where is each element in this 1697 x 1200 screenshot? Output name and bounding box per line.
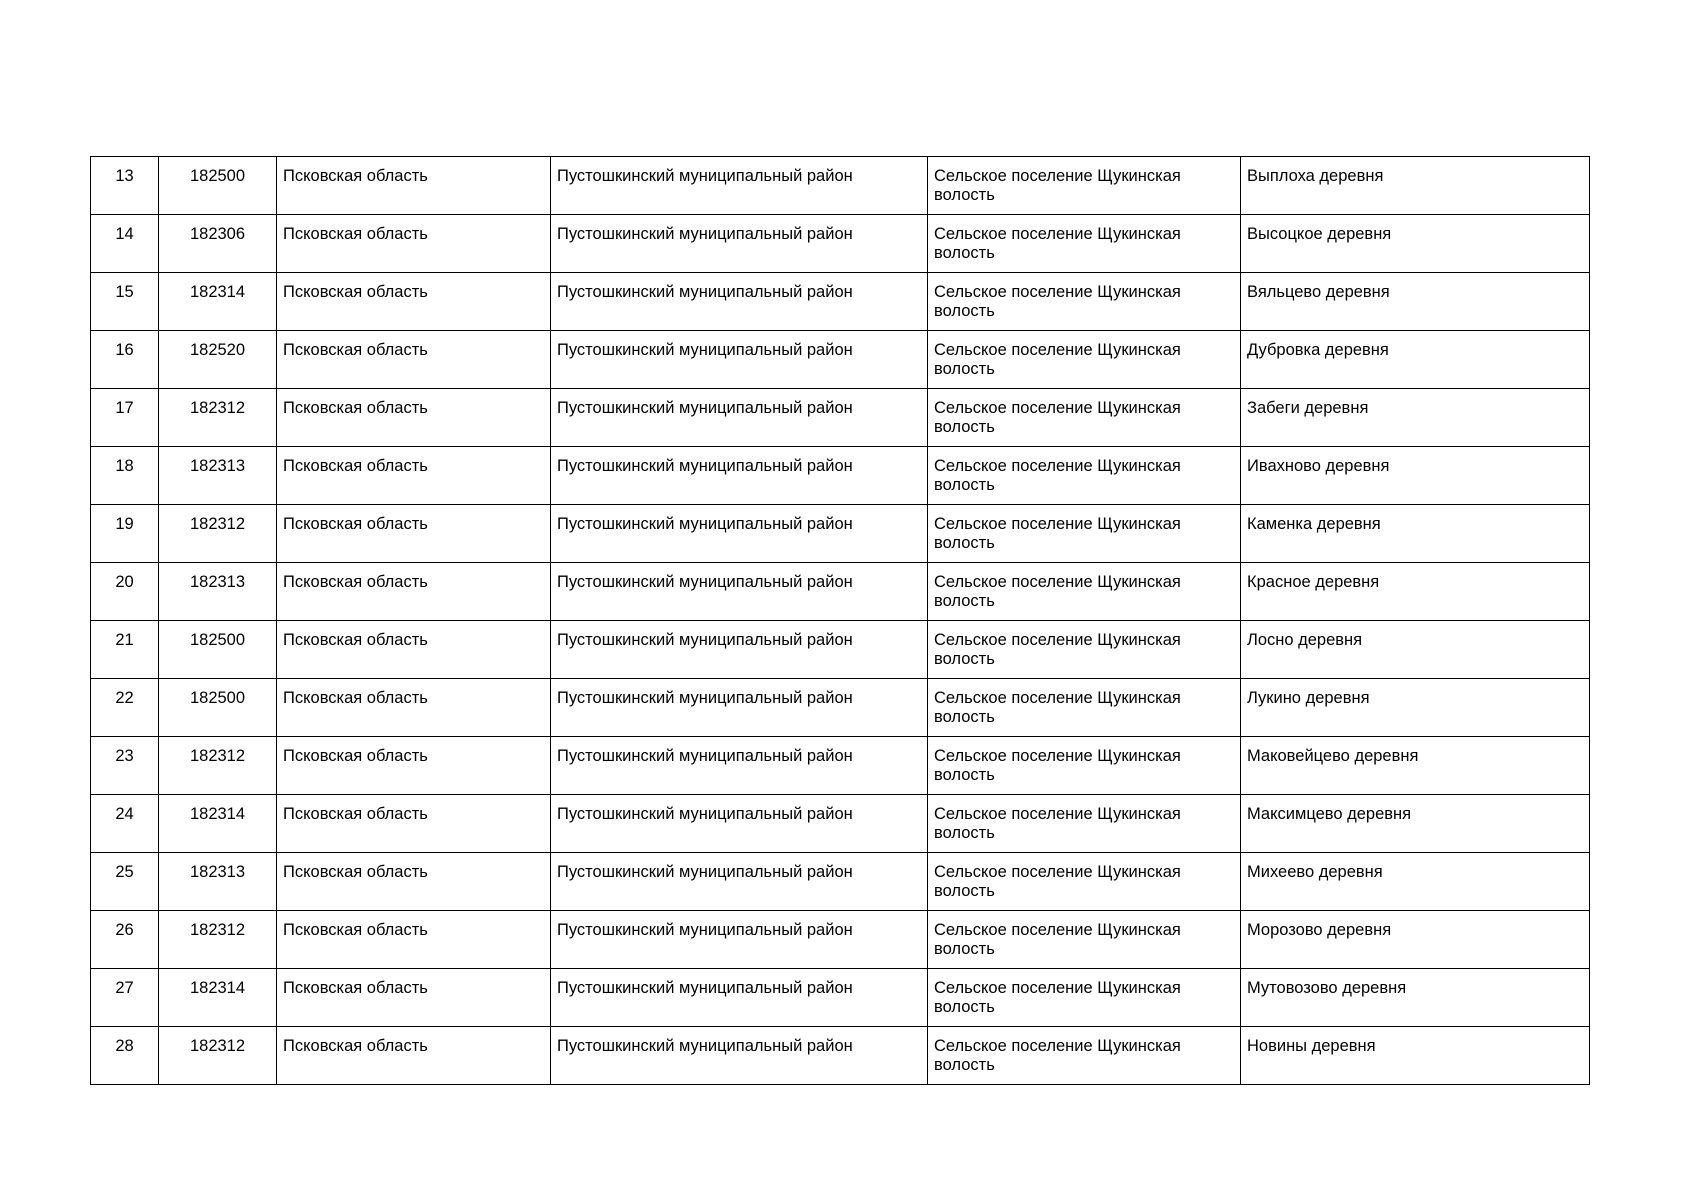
district-cell: Пустошкинский муниципальный район <box>551 215 928 273</box>
table-row <box>91 1027 1590 1085</box>
table-row <box>91 911 1590 969</box>
locality-cell: Максимцево деревня <box>1241 795 1590 853</box>
table-row <box>91 273 1590 331</box>
locality-cell: Мутовозово деревня <box>1241 969 1590 1027</box>
table-row <box>91 331 1590 389</box>
postal-index: 182314 <box>159 273 277 331</box>
district-cell: Пустошкинский муниципальный район <box>551 621 928 679</box>
district-cell: Пустошкинский муниципальный район <box>551 563 928 621</box>
region-cell: Псковская область <box>277 447 551 505</box>
row-number: 15 <box>91 273 159 331</box>
locality-cell: Выплоха деревня <box>1241 157 1590 215</box>
settlement-cell: Сельское поселение Щукинская волость <box>928 679 1241 737</box>
postal-index: 182500 <box>159 679 277 737</box>
region-cell: Псковская область <box>277 505 551 563</box>
locality-cell: Вяльцево деревня <box>1241 273 1590 331</box>
locality-cell: Высоцкое деревня <box>1241 215 1590 273</box>
district-cell: Пустошкинский муниципальный район <box>551 505 928 563</box>
table-row <box>91 563 1590 621</box>
row-number: 27 <box>91 969 159 1027</box>
row-number: 25 <box>91 853 159 911</box>
region-cell: Псковская область <box>277 969 551 1027</box>
settlement-cell: Сельское поселение Щукинская волость <box>928 1027 1241 1085</box>
settlement-cell: Сельское поселение Щукинская волость <box>928 853 1241 911</box>
locality-cell: Дубровка деревня <box>1241 331 1590 389</box>
district-cell: Пустошкинский муниципальный район <box>551 911 928 969</box>
postal-index: 182500 <box>159 621 277 679</box>
row-number: 16 <box>91 331 159 389</box>
locality-cell: Лукино деревня <box>1241 679 1590 737</box>
region-cell: Псковская область <box>277 157 551 215</box>
settlement-cell: Сельское поселение Щукинская волость <box>928 911 1241 969</box>
region-cell: Псковская область <box>277 911 551 969</box>
table-body <box>91 157 1590 1085</box>
settlement-cell: Сельское поселение Щукинская волость <box>928 621 1241 679</box>
region-cell: Псковская область <box>277 331 551 389</box>
table-row <box>91 157 1590 215</box>
settlements-table <box>90 156 1590 1085</box>
row-number: 23 <box>91 737 159 795</box>
row-number: 24 <box>91 795 159 853</box>
district-cell: Пустошкинский муниципальный район <box>551 1027 928 1085</box>
table-row <box>91 215 1590 273</box>
settlement-cell: Сельское поселение Щукинская волость <box>928 969 1241 1027</box>
settlement-cell: Сельское поселение Щукинская волость <box>928 505 1241 563</box>
row-number: 13 <box>91 157 159 215</box>
locality-cell: Лосно деревня <box>1241 621 1590 679</box>
table-row <box>91 795 1590 853</box>
settlement-cell: Сельское поселение Щукинская волость <box>928 157 1241 215</box>
region-cell: Псковская область <box>277 737 551 795</box>
region-cell: Псковская область <box>277 795 551 853</box>
table-row <box>91 621 1590 679</box>
postal-index: 182313 <box>159 853 277 911</box>
settlement-cell: Сельское поселение Щукинская волость <box>928 447 1241 505</box>
locality-cell: Маковейцево деревня <box>1241 737 1590 795</box>
table-row <box>91 679 1590 737</box>
postal-index: 182520 <box>159 331 277 389</box>
postal-index: 182312 <box>159 505 277 563</box>
district-cell: Пустошкинский муниципальный район <box>551 331 928 389</box>
table-row <box>91 737 1590 795</box>
district-cell: Пустошкинский муниципальный район <box>551 273 928 331</box>
district-cell: Пустошкинский муниципальный район <box>551 389 928 447</box>
postal-index: 182312 <box>159 737 277 795</box>
row-number: 18 <box>91 447 159 505</box>
district-cell: Пустошкинский муниципальный район <box>551 969 928 1027</box>
locality-cell: Михеево деревня <box>1241 853 1590 911</box>
postal-index: 182312 <box>159 911 277 969</box>
locality-cell: Каменка деревня <box>1241 505 1590 563</box>
table-row <box>91 389 1590 447</box>
table-row <box>91 447 1590 505</box>
table-row <box>91 853 1590 911</box>
settlement-cell: Сельское поселение Щукинская волость <box>928 215 1241 273</box>
district-cell: Пустошкинский муниципальный район <box>551 157 928 215</box>
row-number: 17 <box>91 389 159 447</box>
locality-cell: Забеги деревня <box>1241 389 1590 447</box>
district-cell: Пустошкинский муниципальный район <box>551 679 928 737</box>
region-cell: Псковская область <box>277 563 551 621</box>
locality-cell: Красное деревня <box>1241 563 1590 621</box>
locality-cell: Морозово деревня <box>1241 911 1590 969</box>
postal-index: 182313 <box>159 563 277 621</box>
postal-index: 182314 <box>159 969 277 1027</box>
locality-cell: Новины деревня <box>1241 1027 1590 1085</box>
row-number: 19 <box>91 505 159 563</box>
region-cell: Псковская область <box>277 215 551 273</box>
postal-index: 182500 <box>159 157 277 215</box>
region-cell: Псковская область <box>277 273 551 331</box>
settlement-cell: Сельское поселение Щукинская волость <box>928 273 1241 331</box>
row-number: 14 <box>91 215 159 273</box>
postal-index: 182312 <box>159 389 277 447</box>
row-number: 28 <box>91 1027 159 1085</box>
district-cell: Пустошкинский муниципальный район <box>551 795 928 853</box>
table-row <box>91 505 1590 563</box>
postal-index: 182313 <box>159 447 277 505</box>
settlement-cell: Сельское поселение Щукинская волость <box>928 563 1241 621</box>
region-cell: Псковская область <box>277 1027 551 1085</box>
postal-index: 182306 <box>159 215 277 273</box>
settlement-cell: Сельское поселение Щукинская волость <box>928 389 1241 447</box>
table-row <box>91 969 1590 1027</box>
district-cell: Пустошкинский муниципальный район <box>551 737 928 795</box>
postal-index: 182314 <box>159 795 277 853</box>
locality-cell: Ивахново деревня <box>1241 447 1590 505</box>
district-cell: Пустошкинский муниципальный район <box>551 853 928 911</box>
region-cell: Псковская область <box>277 679 551 737</box>
region-cell: Псковская область <box>277 853 551 911</box>
settlement-cell: Сельское поселение Щукинская волость <box>928 737 1241 795</box>
postal-index: 182312 <box>159 1027 277 1085</box>
region-cell: Псковская область <box>277 389 551 447</box>
row-number: 22 <box>91 679 159 737</box>
settlement-cell: Сельское поселение Щукинская волость <box>928 331 1241 389</box>
region-cell: Псковская область <box>277 621 551 679</box>
settlement-cell: Сельское поселение Щукинская волость <box>928 795 1241 853</box>
row-number: 26 <box>91 911 159 969</box>
row-number: 20 <box>91 563 159 621</box>
district-cell: Пустошкинский муниципальный район <box>551 447 928 505</box>
row-number: 21 <box>91 621 159 679</box>
